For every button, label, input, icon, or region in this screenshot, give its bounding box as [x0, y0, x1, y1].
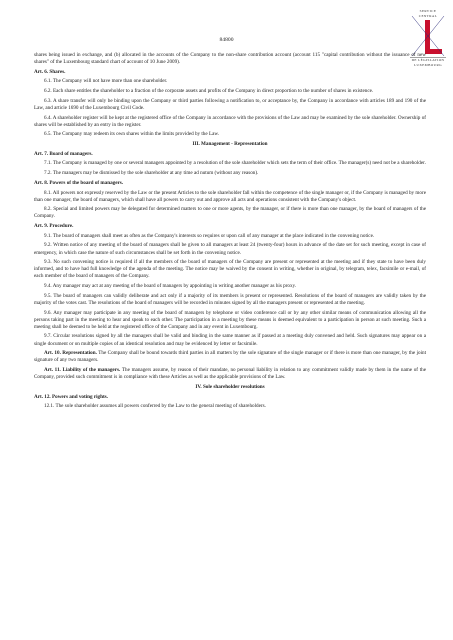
- clause-paragraph: 8.2. Special and limited powers may be delegated for determined matters to one or more agents, by the manager, or if there is more than one manager, by the board of managers of the Company.: [34, 206, 426, 220]
- clause-paragraph: 9.6. Any manager may participate in any meeting of the board of managers by telephone or video conference call or by any other similar means of communication allowing all the persons taking part in the meeting to hear and speak to each other. The participation in a meeting by these means is deemed equivalent to a participation in person at such meeting. Such a meeting shall be deemed to be held at the registered office of the Company and in any event in Luxembourg.: [34, 309, 426, 330]
- logo-text-line2: CENTRAL: [418, 14, 438, 18]
- clause-paragraph: 9.5. The board of managers can validly deliberate and act only if a majority of its members is present or represented. Resolutions of the board of managers are validly taken by the majority of the votes cast. The resolutions of the board of managers will be recorded in minutes signed by all the managers present or represented at the meeting.: [34, 292, 426, 306]
- clause-paragraph: 6.5. The Company may redeem its own shares within the limits provided by the Law.: [44, 131, 220, 138]
- clause-paragraph: 9.2. Written notice of any meeting of the board of managers shall be given to all managers at least 24 (twenty-four) hours in advance of the date set for such meeting, except in case of emergency, in which case the nature of such circumstances shall be set forth in the convening notice.: [34, 242, 426, 256]
- clause-paragraph: 6.4. A shareholder register will be kept at the registered office of the Company in accordance with the provisions of the Law and may be examined by the sole shareholder. Ownership of shares will be established by an entry in the register.: [34, 114, 426, 128]
- article-heading: Art. 12. Powers and voting rights.: [34, 393, 108, 400]
- section-heading: IV. Sole shareholder resolutions: [195, 383, 265, 390]
- section-heading: III. Management - Representation: [192, 141, 268, 148]
- article-heading: Art. 6. Shares.: [34, 68, 66, 75]
- clause-paragraph: 7.1. The Company is managed by one or several managers appointed by a resolution of the sole shareholder which sets the term of their office. The manager(s) need not be a shareholder.: [44, 160, 426, 167]
- clause-paragraph: 9.4. Any manager may act at any meeting of the board of managers by appointing in writing another manager as his proxy.: [44, 283, 297, 290]
- clause-paragraph: 9.1. The board of managers shall meet as often as the Company's interests so requires or upon call of any manager at the place indicated in the convening notice.: [44, 232, 375, 239]
- logo-text-line4: LUXEMBOURG: [414, 63, 442, 67]
- clause-paragraph: 6.3. A share transfer will only be binding upon the Company or third parties following a notification to, or acceptance by, the Company in accordance with articles 189 and 190 of the Law, and article 1690 of the Luxembourg Civil Code.: [34, 97, 426, 111]
- clause-paragraph: 9.3. No such convening notice is required if all the members of the board of managers of the Company are present or represented at the meeting and if they state to have been duly informed, and to have had full knowledge of the agenda of the meeting. The notice may be waived by the consent in writing, whether in original, by telegram, telex, facsimile or e-mail, of each member of the board of managers of the Company.: [34, 259, 426, 280]
- article-label: Art. 11. Liability of the managers.: [44, 367, 121, 374]
- logo-text-line3: DE LÉGISLATION: [411, 58, 445, 62]
- article-heading: Art. 8. Powers of the board of managers.: [34, 179, 124, 186]
- clause-paragraph: 7.2. The managers may be dismissed by the sole shareholder at any time ad nutum (without any reason).: [44, 170, 259, 177]
- clause-paragraph: 9.7. Circular resolutions signed by all the managers shall be valid and binding in the same manner as if passed at a meeting duly convened and held. Such signatures may appear on a single document or on multiple copies of an identical resolution and may be evidenced by letter or facsimile.: [34, 333, 426, 347]
- paragraph: shares being issued in exchange, and (b) allocated in the accounts of the Company to the non-share contribution account (account 115 "capital contribution without the issuance of new shares" of the Luxembourg standard chart of account of 10 June 2009).: [34, 52, 426, 66]
- article-paragraph: [34, 367, 426, 381]
- clause-paragraph: 6.2. Each share entitles the shareholder to a fraction of the corporate assets and profits of the Company in direct proportion to the number of shares in existence.: [44, 88, 374, 95]
- logo-text-line1: SERVICE: [419, 9, 437, 13]
- page-number: 84800: [219, 37, 234, 43]
- clause-paragraph: 12.1. The sole shareholder assumes all powers conferred by the Law to the general meeting of shareholders.: [44, 403, 266, 410]
- article-text: The Company shall be bound towards third parties in all matters by the sole signature of the single manager or if there is more than one manager, by the joint signature of any two managers.: [34, 350, 426, 364]
- clause-paragraph: 6.1. The Company will not have more than one shareholder.: [44, 78, 168, 85]
- article-heading: Art. 7. Board of managers.: [34, 150, 93, 157]
- article-label: Art. 10. Representation.: [44, 350, 97, 357]
- article-paragraph: [34, 350, 426, 364]
- clause-paragraph: 8.1. All powers not expressly reserved by the Law or the present Articles to the sole shareholder fall within the competence of the single manager or, if the Company is managed by more than one manager, the board of managers, which shall have all powers to carry out and approve all acts and operations consistent with the Company's object.: [34, 189, 426, 203]
- document-body: [34, 52, 426, 413]
- article-text: The managers assume, by reason of their mandate, no personal liability in relation to any commitment validly made by them in the name of the Company, provided such commitment is in compliance with these Articles as well as the applicable provisions of the Law.: [34, 367, 426, 381]
- article-heading: Art. 9. Procedure.: [34, 223, 74, 230]
